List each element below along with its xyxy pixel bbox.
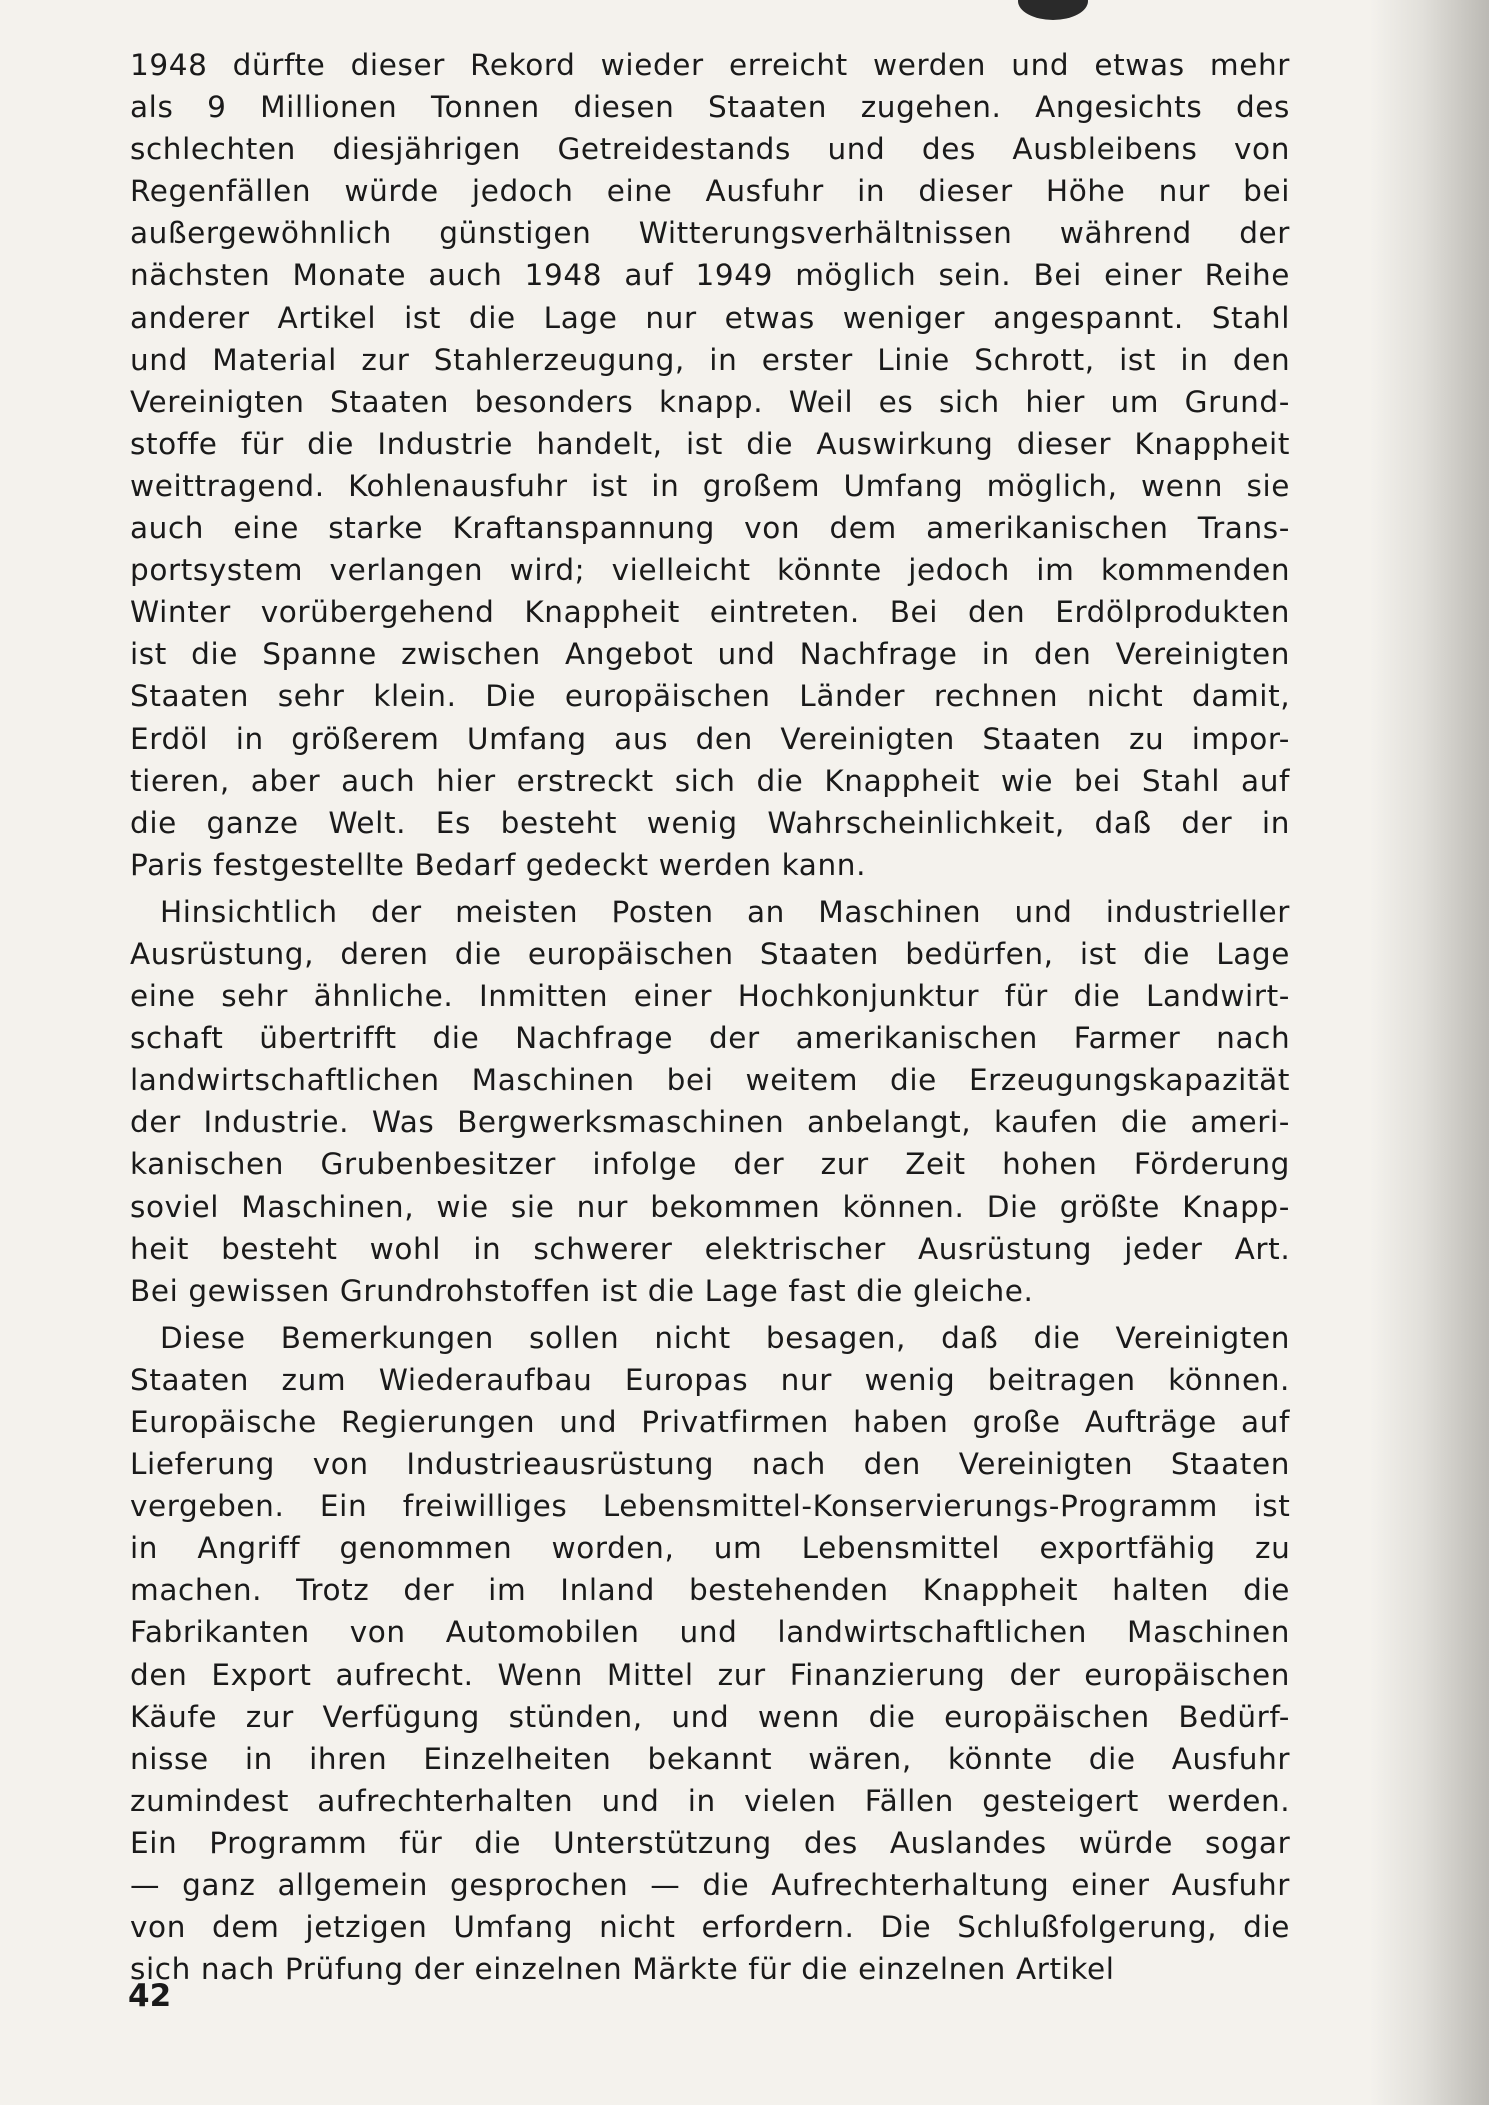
text-line: vergeben. Ein freiwilliges Lebensmittel-Konservierungs-Programm ist: [130, 1489, 1291, 1524]
page-edge-shadow: [1369, 0, 1489, 2105]
text-line: machen. Trotz der im Inland bestehenden Knappheit halten die: [130, 1573, 1290, 1608]
ink-blot: [1018, 0, 1088, 20]
text-line: als 9 Millionen Tonnen diesen Staaten zugehen. Angesichts des: [130, 90, 1290, 125]
text-line: nisse in ihren Einzelheiten bekannt wären, könnte die Ausfuhr: [130, 1741, 1291, 1776]
text-line: Lieferung von Industrieausrüstung nach den Vereinigten Staaten: [130, 1447, 1290, 1482]
text-line: landwirtschaftlichen Maschinen bei weitem die Erzeugungskapazität: [130, 1063, 1290, 1098]
text-line: sich nach Prüfung der einzelnen Märkte für die einzelnen Artikel: [130, 1952, 1115, 1987]
text-line: Fabrikanten von Automobilen und landwirtschaftlichen Maschinen: [130, 1615, 1291, 1650]
paragraph: [130, 891, 1290, 1312]
page-number: 42: [128, 1978, 172, 2014]
text-line: anderer Artikel ist die Lage nur etwas weniger angespannt. Stahl: [130, 300, 1290, 335]
text-line: Käufe zur Verfügung stünden, und wenn die europäischen Bedürf-: [130, 1699, 1290, 1734]
text-line: portsystem verlangen wird; vielleicht könnte jedoch im kommenden: [130, 553, 1291, 588]
text-line: schlechten diesjährigen Getreidestands und des Ausbleibens von: [130, 132, 1290, 167]
text-line: soviel Maschinen, wie sie nur bekommen können. Die größte Knapp-: [130, 1189, 1290, 1224]
text-line: der Industrie. Was Bergwerksmaschinen anbelangt, kaufen die ameri-: [130, 1105, 1290, 1140]
text-line: die ganze Welt. Es besteht wenig Wahrscheinlichkeit, daß der in: [130, 805, 1290, 840]
text-line: eine sehr ähnliche. Inmitten einer Hochkonjunktur für die Landwirt-: [130, 979, 1290, 1014]
text-line: von dem jetzigen Umfang nicht erfordern. Die Schlußfolgerung, die: [130, 1910, 1290, 1945]
text-line: Ein Programm für die Unterstützung des Auslandes würde sogar: [130, 1825, 1291, 1860]
text-line: den Export aufrecht. Wenn Mittel zur Finanzierung der europäischen: [130, 1657, 1290, 1692]
body-text: [130, 44, 1290, 1995]
text-line: 1948 dürfte dieser Rekord wieder erreicht werden und etwas mehr: [130, 48, 1290, 82]
paragraph: [130, 1317, 1290, 1991]
text-line: heit besteht wohl in schwerer elektrischer Ausrüstung jeder Art.: [130, 1231, 1291, 1266]
text-line: Regenfällen würde jedoch eine Ausfuhr in dieser Höhe nur bei: [130, 174, 1290, 209]
text-line: Erdöl in größerem Umfang aus den Vereinigten Staaten zu impor-: [130, 721, 1290, 756]
text-line: Staaten sehr klein. Die europäischen Länder rechnen nicht damit,: [130, 679, 1291, 714]
text-line: Hinsichtlich der meisten Posten an Maschinen und industrieller: [160, 894, 1290, 929]
text-line: Diese Bemerkungen sollen nicht besagen, daß die Vereinigten: [160, 1320, 1290, 1355]
text-line: in Angriff genommen worden, um Lebensmittel exportfähig zu: [130, 1531, 1291, 1566]
paragraph: [130, 44, 1290, 886]
text-line: Staaten zum Wiederaufbau Europas nur wenig beitragen können.: [130, 1362, 1290, 1397]
text-line: Paris festgestellte Bedarf gedeckt werden kann.: [130, 847, 867, 882]
text-line: außergewöhnlich günstigen Witterungsverhältnissen während der: [130, 216, 1290, 251]
text-line: schaft übertrifft die Nachfrage der amerikanischen Farmer nach: [130, 1021, 1291, 1056]
text-line: auch eine starke Kraftanspannung von dem amerikanischen Trans-: [130, 511, 1290, 546]
text-line: kanischen Grubenbesitzer infolge der zur Zeit hohen Förderung: [130, 1147, 1290, 1182]
text-line: stoffe für die Industrie handelt, ist die Auswirkung dieser Knappheit: [130, 426, 1290, 461]
text-line: und Material zur Stahlerzeugung, in erster Linie Schrott, ist in den: [130, 342, 1291, 377]
text-line: weittragend. Kohlenausfuhr ist in großem Umfang möglich, wenn sie: [130, 468, 1290, 503]
text-line: tieren, aber auch hier erstreckt sich die Knappheit wie bei Stahl auf: [130, 763, 1290, 798]
text-line: nächsten Monate auch 1948 auf 1949 möglich sein. Bei einer Reihe: [130, 258, 1290, 293]
text-line: — ganz allgemein gesprochen — die Aufrechterhaltung einer Ausfuhr: [130, 1868, 1290, 1903]
text-line: Vereinigten Staaten besonders knapp. Weil es sich hier um Grund-: [130, 384, 1290, 419]
text-line: Winter vorübergehend Knappheit eintreten. Bei den Erdölprodukten: [130, 595, 1290, 630]
text-line: Europäische Regierungen und Privatfirmen haben große Aufträge auf: [130, 1405, 1290, 1439]
text-line: Bei gewissen Grundrohstoffen ist die Lage fast die gleiche.: [130, 1273, 1034, 1308]
text-line: ist die Spanne zwischen Angebot und Nachfrage in den Vereinigten: [130, 637, 1291, 672]
text-line: Ausrüstung, deren die europäischen Staaten bedürfen, ist die Lage: [130, 936, 1290, 971]
text-line: zumindest aufrechterhalten und in vielen Fällen gesteigert werden.: [130, 1783, 1291, 1818]
